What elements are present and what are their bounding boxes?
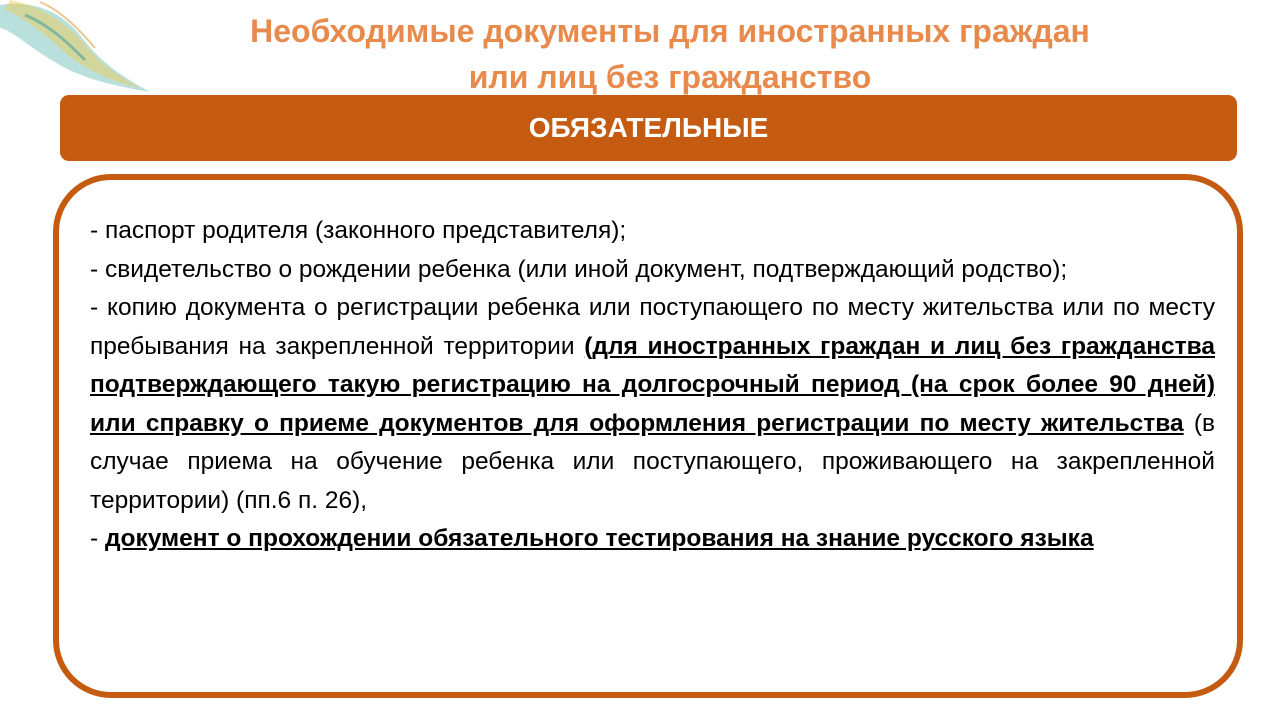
item-4-prefix: - xyxy=(90,525,105,552)
item-3-prefix: - копию документа о регистрации ребенка или поступающего по месту жительства или по месту пребывания на закрепленной территории xyxy=(90,294,1215,360)
list-item xyxy=(90,289,1215,520)
document-list xyxy=(90,212,1215,559)
section-banner xyxy=(60,95,1237,161)
item-3-emphasis: (для иностранных граждан и лиц без гражданства подтверждающего такую регистрацию на долгосрочный период (на срок более 90 дней) или справку о приеме документов для оформления регистрации по месту жительства xyxy=(90,332,1215,437)
list-item xyxy=(90,520,1215,559)
item-2-text: - свидетельство о рождении ребенка (или иной документ, подтверждающий родство); xyxy=(90,255,1068,283)
page-title xyxy=(150,8,1190,100)
title-line-1: Необходимые документы для иностранных граждан xyxy=(250,13,1090,49)
list-item xyxy=(90,251,1215,290)
banner-label: ОБЯЗАТЕЛЬНЫЕ xyxy=(528,112,769,143)
list-item xyxy=(90,212,1215,251)
title-line-2: или лиц без гражданство xyxy=(468,59,872,95)
item-4-emphasis: документ о прохождении обязательного тестирования на знание русского языка xyxy=(104,525,1094,552)
feather-decoration-icon xyxy=(0,0,170,100)
item-1-text: - паспорт родителя (законного представителя); xyxy=(90,217,627,244)
item-3-suffix: (в случае приема на обучение ребенка или поступающего, проживающего на закрепленной территории) (пп.6 п. 26), xyxy=(90,409,1215,514)
